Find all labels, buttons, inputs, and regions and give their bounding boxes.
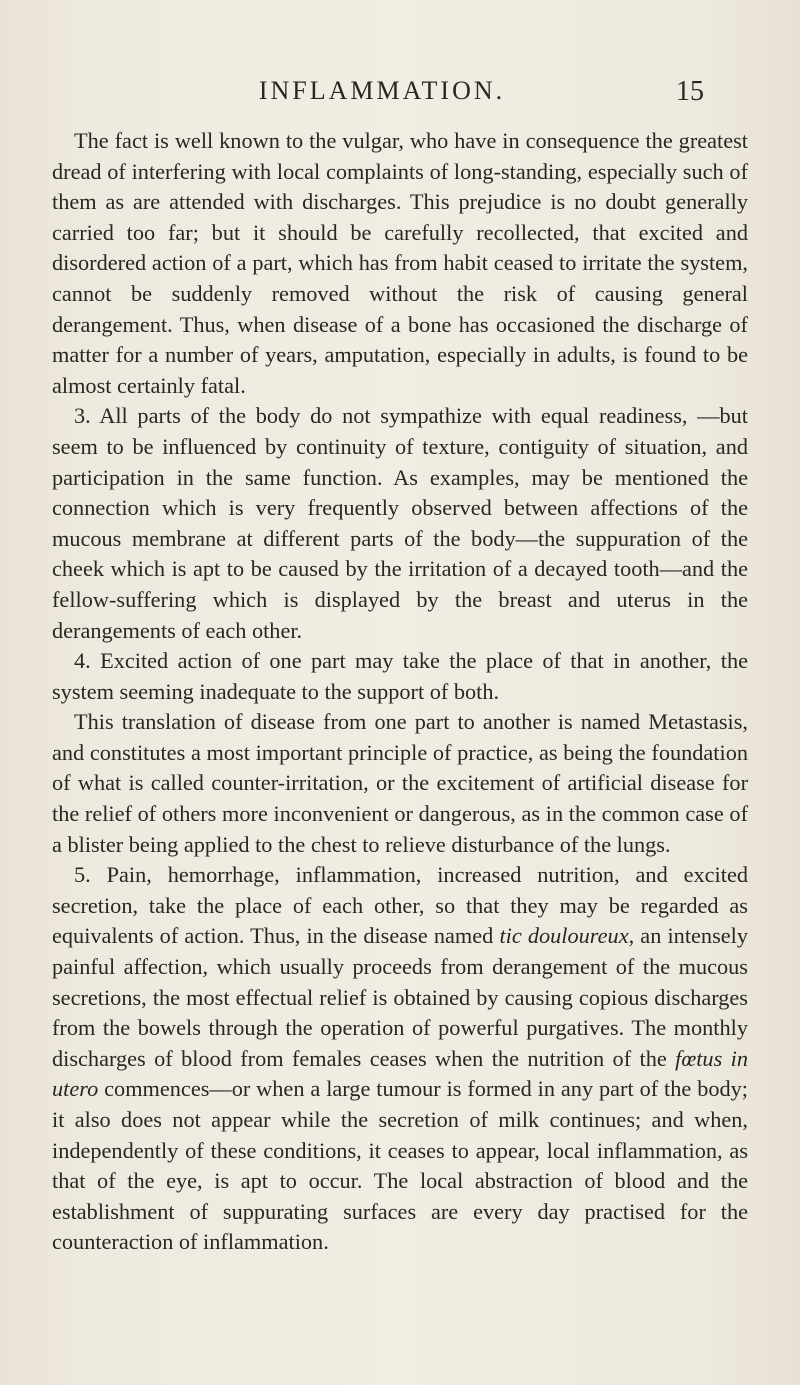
running-title: INFLAMMATION. — [258, 76, 506, 105]
page-number: 15 — [676, 76, 704, 107]
paragraph-1-text: The fact is well known to the vulgar, who have in consequence the greatest dread of interfering with local complaints of long-standing, especially such of them as are attended with discharges. This prejudice is no doubt generally carried too far; but it should be carefully recollected, that excited and disordered action of a part, which has from habit ceased to irritate the system, cannot be suddenly removed without the risk of causing general derangement. Thus, when disease of a bone has occasioned the discharge of matter for a number of years, amputation, especially in adults, is found to be almost certainly fatal. — [52, 128, 748, 398]
body-text — [52, 126, 748, 1258]
paragraph-1 — [52, 126, 748, 401]
paragraph-4-text: This translation of disease from one part to another is named Metastasis, and constitutes a most important principle of practice, as being the foundation of what is called counter-irritation, or the excitement of artificial disease for the relief of others more inconvenient or dangerous, as in the common case of a blister being applied to the chest to relieve disturbance of the lungs. — [52, 709, 748, 857]
paragraph-5-italic-foetus: fœtus in utero — [52, 1045, 748, 1102]
paragraph-5-text-c: commences—or when a large tumour is formed in any part of the body; it also does not appear while the secretion of milk continues; and when, independently of these conditions, it ceases to appear, local inflammation, as that of the eye, is apt to occur. The local abstraction of blood and the establishment of suppurating surfaces are every day practised for the counteraction of inflammation. — [52, 1076, 748, 1255]
paragraph-2-text: 3. All parts of the body do not sympathize with equal readiness, —but seem to be influenced by continuity of texture, contiguity of situation, and participation in the same function. As examples, may be mentioned the connection which is very frequently observed between affections of the mucous membrane at different parts of the body—the suppuration of the cheek which is apt to be caused by the irritation of a decayed tooth—and the fellow-suffering which is displayed by the breast and uterus in the derangements of each other. — [52, 403, 748, 643]
paragraph-5-italic-tic: tic douloureux — [499, 923, 629, 949]
paragraph-5-text-b: , an intensely painful affection, which usually proceeds from derangement of the mucous secretions, the most effectual relief is obtained by causing copious discharges from the bowels through the operation of powerful purgatives. The monthly discharges of blood from females ceases when the nutrition of the — [52, 923, 748, 1071]
paragraph-5 — [52, 860, 748, 1258]
paragraph-3 — [52, 646, 748, 707]
paragraph-4 — [52, 707, 748, 860]
paragraph-3-text: 4. Excited action of one part may take the place of that in another, the system seeming inadequate to the support of both. — [52, 648, 748, 704]
paragraph-2 — [52, 401, 748, 646]
running-head — [60, 76, 704, 116]
paragraph-5-text-a: 5. Pain, hemorrhage, inflammation, increased nutrition, and excited secretion, take the place of each other, so that they may be regarded as equivalents of action. Thus, in the disease named — [52, 862, 748, 949]
